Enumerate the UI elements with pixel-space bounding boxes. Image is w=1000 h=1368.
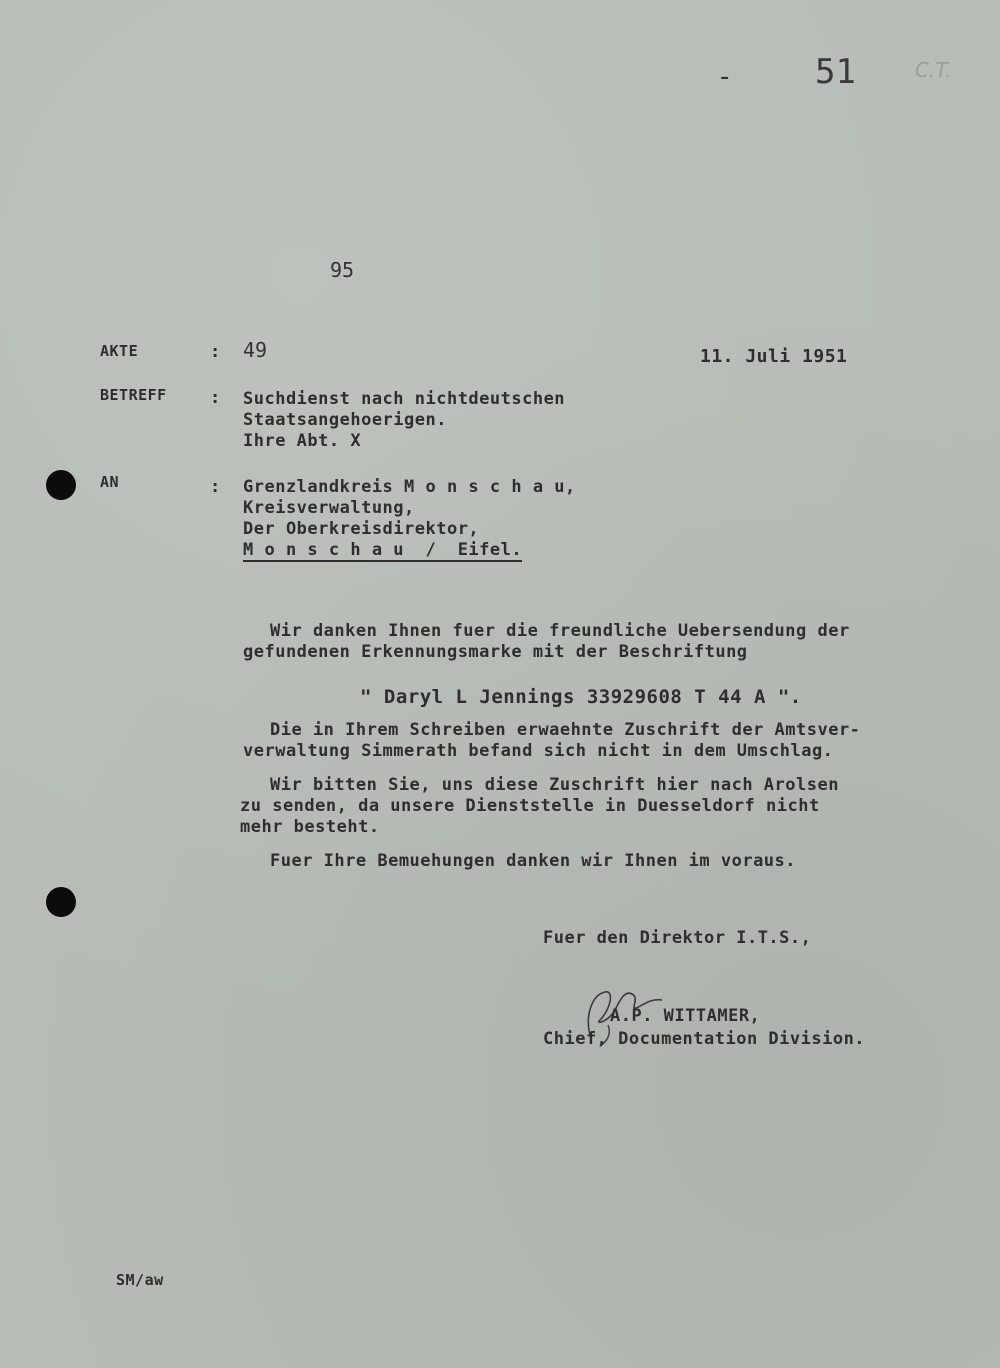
betreff-line: Staatsangehoerigen. bbox=[243, 410, 447, 430]
dog-tag-inscription: " Daryl L Jennings 33929608 T 44 A ". bbox=[360, 686, 802, 708]
corner-initials: C.T. bbox=[915, 58, 952, 82]
betreff-separator: : bbox=[210, 388, 221, 408]
corner-dash: - bbox=[720, 62, 730, 92]
an-label: AN bbox=[100, 473, 120, 491]
body-paragraph-line: Fuer Ihre Bemuehungen danken wir Ihnen im voraus. bbox=[270, 851, 797, 871]
punch-hole-bottom bbox=[46, 887, 76, 917]
recipient-line: Kreisverwaltung, bbox=[243, 498, 415, 518]
body-paragraph-line: Wir danken Ihnen fuer die freundliche Uebersendung der bbox=[270, 621, 850, 641]
reference-initials: SM/aw bbox=[116, 1271, 164, 1289]
body-paragraph-line: Wir bitten Sie, uns diese Zuschrift hier nach Arolsen bbox=[270, 775, 839, 795]
file-number: 95 bbox=[330, 258, 355, 282]
body-paragraph-line: zu senden, da unsere Dienststelle in Duesseldorf nicht bbox=[240, 796, 820, 816]
recipient-line: Der Oberkreisdirektor, bbox=[243, 519, 480, 539]
page-number: 51 bbox=[815, 52, 856, 92]
akte-separator: : bbox=[210, 342, 221, 362]
akte-value: 49 bbox=[243, 338, 268, 362]
recipient-line: Grenzlandkreis M o n s c h a u, bbox=[243, 477, 576, 497]
akte-label: AKTE bbox=[100, 342, 139, 360]
an-separator: : bbox=[210, 477, 221, 497]
body-paragraph-line: mehr besteht. bbox=[240, 817, 380, 837]
body-paragraph-line: Die in Ihrem Schreiben erwaehnte Zuschrift der Amtsver- bbox=[270, 720, 861, 740]
betreff-line: Suchdienst nach nichtdeutschen bbox=[243, 389, 566, 409]
recipient-city: M o n s c h a u / Eifel. bbox=[243, 540, 523, 560]
body-paragraph-line: verwaltung Simmerath befand sich nicht in dem Umschlag. bbox=[243, 741, 834, 761]
signatory-name: A.P. WITTAMER, bbox=[610, 1006, 761, 1026]
betreff-label: BETREFF bbox=[100, 386, 167, 404]
closing-line: Fuer den Direktor I.T.S., bbox=[543, 928, 812, 948]
punch-hole-top bbox=[46, 470, 76, 500]
body-paragraph-line: gefundenen Erkennungsmarke mit der Beschriftung bbox=[243, 642, 748, 662]
betreff-line: Ihre Abt. X bbox=[243, 431, 362, 451]
signatory-title: Chief, Documentation Division. bbox=[543, 1029, 866, 1049]
letter-date: 11. Juli 1951 bbox=[700, 346, 848, 367]
